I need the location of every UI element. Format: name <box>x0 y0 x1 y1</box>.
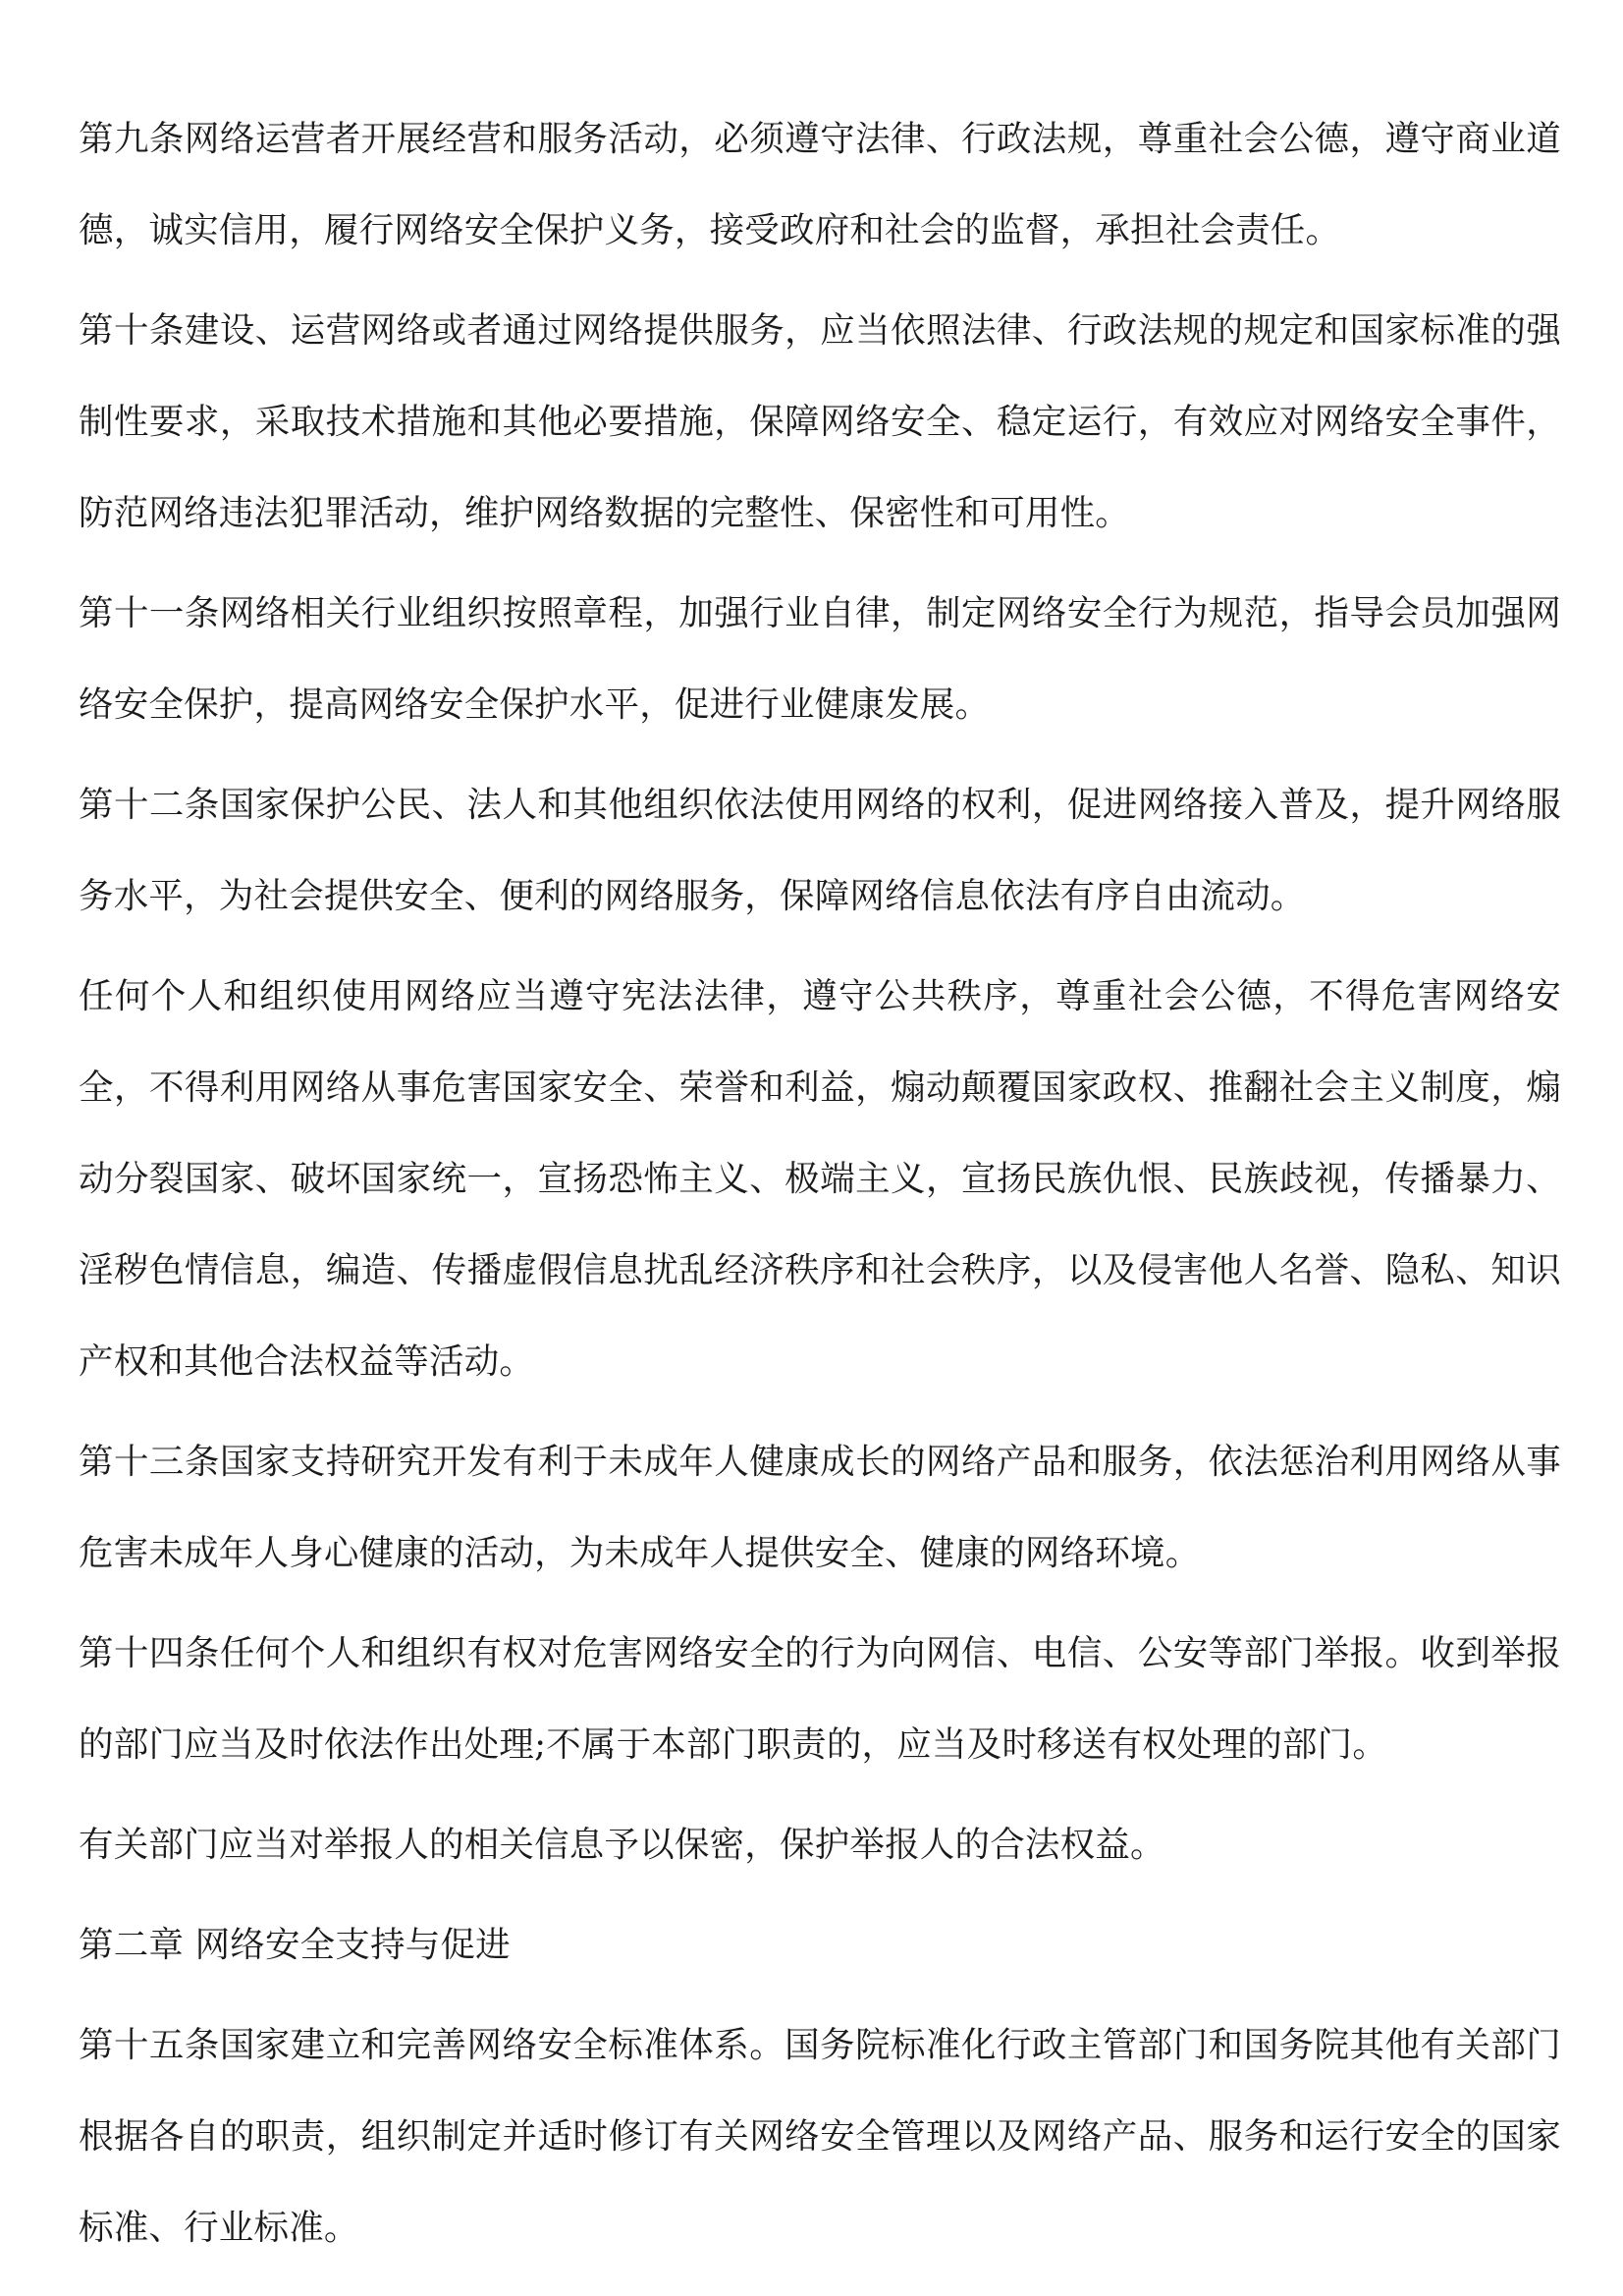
document-page <box>79 93 1561 2282</box>
article-12-paragraph: 第十二条国家保护公民、法人和其他组织依法使用网络的权利，促进网络接入普及，提升网络服务水平，为社会提供安全、便利的网络服务，保障网络信息依法有序自由流动。 <box>79 785 1561 916</box>
article-13-paragraph: 第十三条国家支持研究开发有利于未成年人健康成长的网络产品和服务，依法惩治利用网络从事危害未成年人身心健康的活动，为未成年人提供安全、健康的网络环境。 <box>79 1442 1561 1573</box>
article-15-paragraph: 第十五条国家建立和完善网络安全标准体系。国务院标准化行政主管部门和国务院其他有关部门根据各自的职责，组织制定并适时修订有关网络安全管理以及网络产品、服务和运行安全的国家标准、行业标准。 <box>79 2025 1561 2248</box>
article-11-paragraph: 第十一条网络相关行业组织按照章程，加强行业自律，制定网络安全行为规范，指导会员加强网络安全保护，提高网络安全保护水平，促进行业健康发展。 <box>79 593 1561 725</box>
article-10-paragraph: 第十条建设、运营网络或者通过网络提供服务，应当依照法律、行政法规的规定和国家标准的强制性要求，采取技术措施和其他必要措施，保障网络安全、稳定运行，有效应对网络安全事件，防范网络违法犯罪活动，维护网络数据的完整性、保密性和可用性。 <box>79 310 1561 533</box>
article-14-paragraph: 第十四条任何个人和组织有权对危害网络安全的行为向网信、电信、公安等部门举报。收到举报的部门应当及时依法作出处理;不属于本部门职责的，应当及时移送有权处理的部门。 <box>79 1633 1561 1765</box>
article-12-clause-2-paragraph: 任何个人和组织使用网络应当遵守宪法法律，遵守公共秩序，尊重社会公德，不得危害网络安全，不得利用网络从事危害国家安全、荣誉和利益，煽动颠覆国家政权、推翻社会主义制度，煽动分裂国家、破坏国家统一，宣扬恐怖主义、极端主义，宣扬民族仇恨、民族歧视，传播暴力、淫秽色情信息，编造、传播虚假信息扰乱经济秩序和社会秩序，以及侵害他人名誉、隐私、知识产权和其他合法权益等活动。 <box>79 976 1561 1382</box>
article-9-paragraph: 第九条网络运营者开展经营和服务活动，必须遵守法律、行政法规，尊重社会公德，遵守商业道德，诚实信用，履行网络安全保护义务，接受政府和社会的监督，承担社会责任。 <box>79 119 1561 250</box>
chapter-heading: 第二章 网络安全支持与促进 <box>79 1925 511 1965</box>
article-14-clause-2-paragraph: 有关部门应当对举报人的相关信息予以保密，保护举报人的合法权益。 <box>79 1825 1165 1865</box>
